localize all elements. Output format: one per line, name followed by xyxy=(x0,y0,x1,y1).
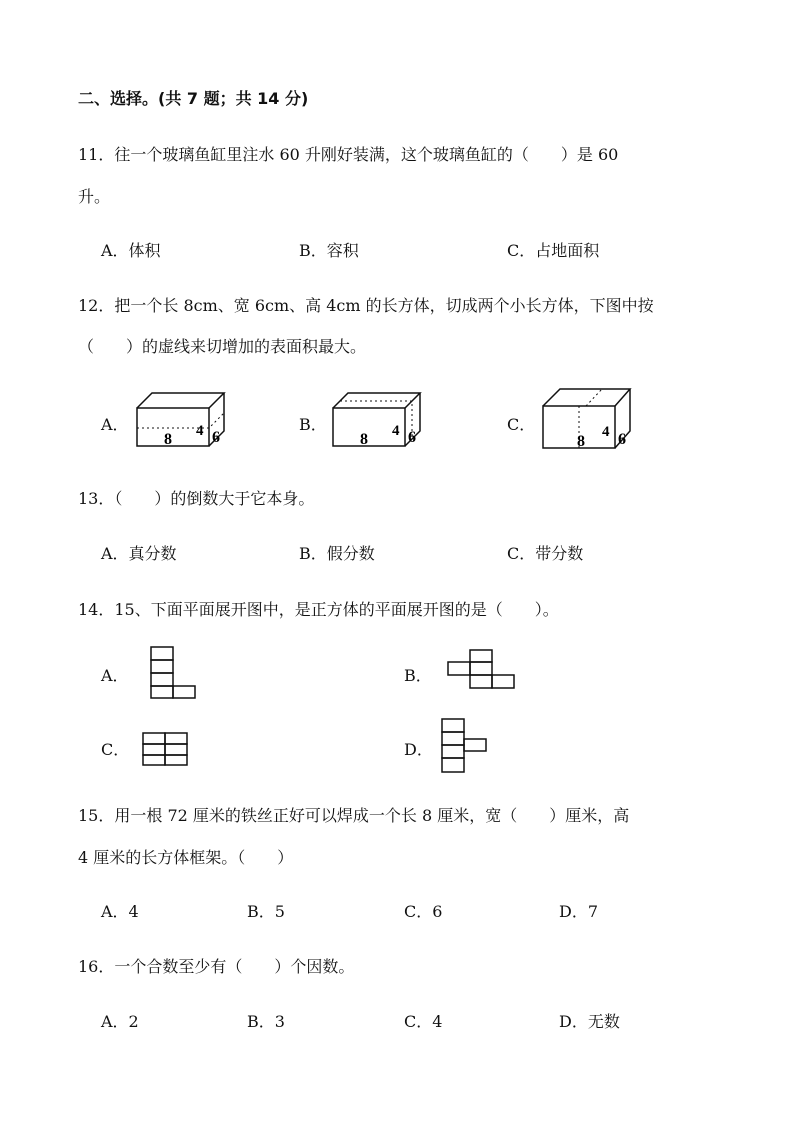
q16-text-line1: 16．一个合数至少有（ ）个因数。 xyxy=(78,957,355,976)
q14-option-b[interactable]: B． xyxy=(404,666,432,685)
q14-text-line1: 14．15、下面平面展开图中，是正方体的平面展开图的是（ ）。 xyxy=(78,600,559,619)
q12-box-a-height-label: 4 xyxy=(196,423,204,439)
q12-box-a-figure xyxy=(132,388,232,450)
q15-option-d[interactable]: D．7 xyxy=(559,902,599,921)
q15-option-b[interactable]: B．5 xyxy=(247,902,285,921)
q14-option-c[interactable]: C． xyxy=(101,740,130,759)
q14-net-d-figure xyxy=(438,716,494,776)
q14-option-a[interactable]: A． xyxy=(101,666,129,685)
q12-box-b-width-label: 6 xyxy=(408,429,416,446)
q11-option-b[interactable]: B．容积 xyxy=(299,241,359,260)
q15-option-c[interactable]: C．6 xyxy=(404,902,443,921)
q16-option-c[interactable]: C．4 xyxy=(404,1012,443,1031)
q14-net-c-figure xyxy=(140,730,192,768)
q11-text-line1: 11．往一个玻璃鱼缸里注水 60 升刚好装满，这个玻璃鱼缸的（ ）是 60 xyxy=(78,145,619,164)
q13-option-a[interactable]: A．真分数 xyxy=(101,544,177,563)
q12-text-line2: （ ）的虚线来切增加的表面积最大。 xyxy=(78,337,367,356)
q12-box-b-figure xyxy=(328,388,428,450)
q15-text-line2: 4 厘米的长方体框架。（ ） xyxy=(78,848,294,867)
q13-text-line1: 13．（ ）的倒数大于它本身。 xyxy=(78,489,315,508)
q12-box-b-length-label: 8 xyxy=(360,431,368,448)
q12-box-c-figure xyxy=(538,384,638,452)
q14-option-d[interactable]: D． xyxy=(404,740,433,759)
q13-option-b[interactable]: B．假分数 xyxy=(299,544,375,563)
q11-option-a[interactable]: A．体积 xyxy=(101,241,161,260)
q15-text-line1: 15．用一根 72 厘米的铁丝正好可以焊成一个长 8 厘米，宽（ ）厘米，高 xyxy=(78,806,630,825)
q12-box-c-height-label: 4 xyxy=(602,424,610,440)
q14-net-b-figure xyxy=(444,648,520,692)
q14-net-a-figure xyxy=(148,645,200,701)
q11-option-c[interactable]: C．占地面积 xyxy=(507,241,600,260)
q16-option-d[interactable]: D．无数 xyxy=(559,1012,620,1031)
q12-option-b[interactable]: B． xyxy=(299,415,327,434)
q16-option-b[interactable]: B．3 xyxy=(247,1012,285,1031)
q13-option-c[interactable]: C．带分数 xyxy=(507,544,584,563)
q12-box-a-width-label: 6 xyxy=(212,429,220,446)
q12-option-a[interactable]: A． xyxy=(101,415,129,434)
q11-text-line2: 升。 xyxy=(78,187,111,206)
q12-box-c-length-label: 8 xyxy=(577,433,585,450)
q12-box-a-length-label: 8 xyxy=(164,431,172,448)
q12-box-b-height-label: 4 xyxy=(392,423,400,439)
q12-text-line1: 12．把一个长 8cm、宽 6cm、高 4cm 的长方体，切成两个小长方体，下图中按 xyxy=(78,296,654,315)
q12-box-c-width-label: 6 xyxy=(618,431,626,448)
q16-option-a[interactable]: A．2 xyxy=(101,1012,139,1031)
section-title: 二、选择。(共 7 题；共 14 分) xyxy=(78,89,309,108)
q15-option-a[interactable]: A．4 xyxy=(101,902,139,921)
q12-option-c[interactable]: C． xyxy=(507,415,536,434)
